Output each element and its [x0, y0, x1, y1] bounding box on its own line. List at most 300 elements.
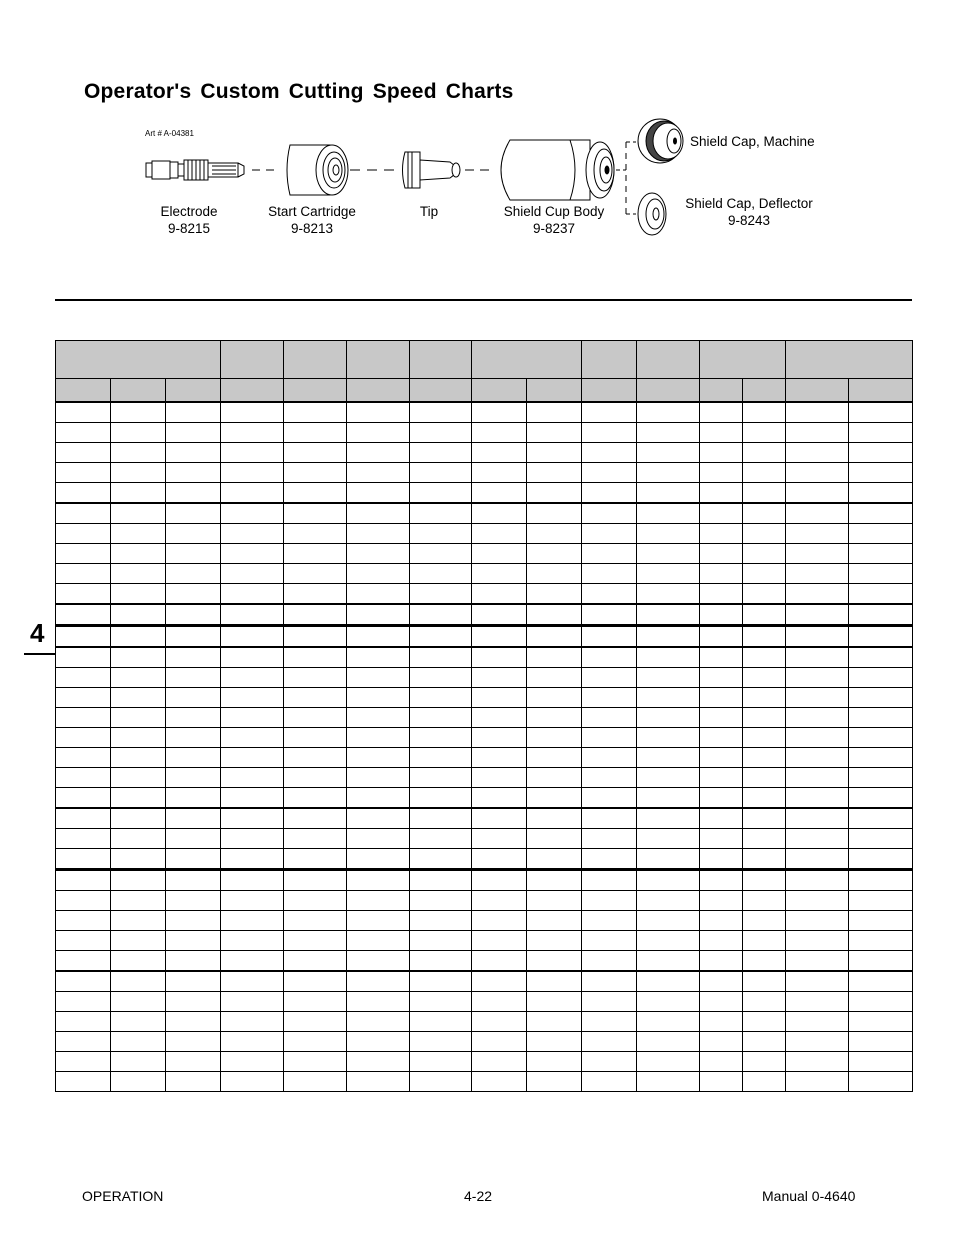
table-cell — [472, 971, 527, 992]
subheader-cell — [849, 379, 913, 403]
table-cell — [284, 911, 347, 931]
table-cell — [472, 768, 527, 788]
table-cell — [700, 768, 743, 788]
table-cell — [56, 647, 111, 668]
table-cell — [637, 584, 700, 605]
table-cell — [700, 503, 743, 524]
table-cell — [56, 423, 111, 443]
table-cell — [221, 748, 284, 768]
table-cell — [527, 626, 582, 648]
table-cell — [786, 1052, 849, 1072]
table-cell — [582, 483, 637, 504]
table-cell — [527, 647, 582, 668]
table-cell — [582, 463, 637, 483]
electrode-label — [148, 203, 230, 237]
table-cell — [410, 584, 472, 605]
table-cell — [637, 647, 700, 668]
table-cell — [166, 443, 221, 463]
table-cell — [637, 748, 700, 768]
table-row — [56, 1032, 913, 1052]
table-cell — [786, 604, 849, 626]
table-cell — [284, 647, 347, 668]
table-cell — [284, 829, 347, 849]
table-cell — [527, 604, 582, 626]
table-cell — [221, 708, 284, 728]
table-cell — [700, 891, 743, 911]
table-row — [56, 1052, 913, 1072]
table-cell — [56, 463, 111, 483]
table-cell — [410, 870, 472, 891]
table-cell — [743, 688, 786, 708]
table-cell — [56, 911, 111, 931]
table-cell — [410, 564, 472, 584]
table-cell — [347, 748, 410, 768]
table-cell — [527, 402, 582, 423]
table-cell — [700, 1072, 743, 1092]
table-cell — [527, 911, 582, 931]
table-cell — [743, 443, 786, 463]
table-cell — [221, 1052, 284, 1072]
table-cell — [786, 891, 849, 911]
table-cell — [111, 688, 166, 708]
table-cell — [637, 423, 700, 443]
table-cell — [347, 768, 410, 788]
table-cell — [849, 544, 913, 564]
table-cell — [472, 483, 527, 504]
table-cell — [221, 584, 284, 605]
table-cell — [111, 402, 166, 423]
table-cell — [56, 1012, 111, 1032]
table-cell — [472, 1072, 527, 1092]
table-cell — [221, 911, 284, 931]
table-cell — [786, 1032, 849, 1052]
table-cell — [582, 931, 637, 951]
table-cell — [166, 423, 221, 443]
table-cell — [410, 626, 472, 648]
table-cell — [347, 402, 410, 423]
table-cell — [166, 870, 221, 891]
table-cell — [786, 463, 849, 483]
table-cell — [527, 423, 582, 443]
table-cell — [410, 524, 472, 544]
table-cell — [472, 544, 527, 564]
table-cell — [849, 971, 913, 992]
table-cell — [111, 503, 166, 524]
table-cell — [849, 1072, 913, 1092]
table-cell — [221, 1012, 284, 1032]
table-cell — [111, 891, 166, 911]
table-cell — [527, 808, 582, 829]
table-cell — [284, 951, 347, 972]
table-cell — [786, 951, 849, 972]
subheader-cell — [786, 379, 849, 403]
table-cell — [582, 647, 637, 668]
table-cell — [111, 808, 166, 829]
table-cell — [700, 1052, 743, 1072]
table-cell — [284, 1052, 347, 1072]
table-cell — [472, 931, 527, 951]
table-cell — [743, 728, 786, 748]
table-cell — [700, 524, 743, 544]
shield-cap-deflector-name: Shield Cap, Deflector — [685, 196, 813, 211]
table-cell — [700, 992, 743, 1012]
table-cell — [637, 870, 700, 891]
table-cell — [347, 788, 410, 809]
table-cell — [472, 1032, 527, 1052]
table-cell — [472, 1052, 527, 1072]
table-cell — [166, 524, 221, 544]
table-cell — [582, 544, 637, 564]
subheader-cell — [111, 379, 166, 403]
table-cell — [472, 748, 527, 768]
table-cell — [472, 992, 527, 1012]
tip-drawing — [403, 152, 461, 188]
table-cell — [743, 891, 786, 911]
table-cell — [527, 971, 582, 992]
table-cell — [527, 891, 582, 911]
table-cell — [637, 1012, 700, 1032]
table-cell — [786, 402, 849, 423]
subheader-cell — [527, 379, 582, 403]
table-cell — [743, 626, 786, 648]
table-cell — [111, 564, 166, 584]
table-cell — [111, 483, 166, 504]
table-cell — [56, 1032, 111, 1052]
table-cell — [166, 1052, 221, 1072]
header-cell — [410, 341, 472, 379]
table-cell — [221, 992, 284, 1012]
table-cell — [743, 849, 786, 870]
table-cell — [700, 483, 743, 504]
shield-cap-deflector-drawing — [638, 193, 666, 235]
table-row — [56, 626, 913, 648]
footer-manual: Manual 0-4640 — [762, 1188, 856, 1204]
table-cell — [527, 503, 582, 524]
table-cell — [472, 891, 527, 911]
table-row — [56, 503, 913, 524]
table-cell — [166, 708, 221, 728]
table-cell — [637, 688, 700, 708]
table-cell — [111, 604, 166, 626]
table-cell — [347, 604, 410, 626]
table-cell — [786, 849, 849, 870]
table-cell — [410, 423, 472, 443]
table-cell — [527, 768, 582, 788]
table-cell — [743, 1032, 786, 1052]
table-row — [56, 971, 913, 992]
table-cell — [221, 402, 284, 423]
table-cell — [849, 443, 913, 463]
table-cell — [849, 1052, 913, 1072]
table-cell — [743, 483, 786, 504]
table-cell — [582, 891, 637, 911]
footer-page-number: 4-22 — [464, 1188, 493, 1204]
table-cell — [410, 463, 472, 483]
table-cell — [347, 544, 410, 564]
table-cell — [410, 544, 472, 564]
table-cell — [849, 423, 913, 443]
table-cell — [221, 423, 284, 443]
table-cell — [700, 626, 743, 648]
table-cell — [221, 931, 284, 951]
start-cartridge-number: 9-8213 — [290, 221, 334, 236]
table-cell — [786, 1012, 849, 1032]
shield-cap-machine-name: Shield Cap, Machine — [690, 134, 815, 149]
table-cell — [527, 1032, 582, 1052]
table-cell — [472, 604, 527, 626]
table-cell — [221, 668, 284, 688]
table-cell — [56, 870, 111, 891]
table-cell — [637, 808, 700, 829]
table-cell — [410, 808, 472, 829]
table-cell — [700, 402, 743, 423]
table-cell — [347, 1032, 410, 1052]
table-cell — [786, 688, 849, 708]
tip-name: Tip — [419, 204, 439, 219]
table-cell — [221, 564, 284, 584]
table-row — [56, 564, 913, 584]
table-cell — [786, 911, 849, 931]
table-row — [56, 931, 913, 951]
table-cell — [472, 849, 527, 870]
table-cell — [527, 443, 582, 463]
table-row — [56, 808, 913, 829]
table-cell — [284, 564, 347, 584]
table-cell — [743, 564, 786, 584]
table-cell — [166, 971, 221, 992]
table-cell — [166, 1032, 221, 1052]
table-cell — [56, 708, 111, 728]
table-cell — [743, 911, 786, 931]
table-cell — [410, 971, 472, 992]
table-cell — [700, 849, 743, 870]
table-cell — [786, 728, 849, 748]
table-row — [56, 891, 913, 911]
table-cell — [637, 849, 700, 870]
table-cell — [221, 544, 284, 564]
table-cell — [849, 911, 913, 931]
table-cell — [743, 463, 786, 483]
table-cell — [56, 503, 111, 524]
table-cell — [527, 1072, 582, 1092]
table-cell — [347, 829, 410, 849]
table-cell — [527, 829, 582, 849]
table-cell — [472, 788, 527, 809]
table-cell — [700, 443, 743, 463]
table-cell — [111, 728, 166, 748]
table-cell — [743, 829, 786, 849]
table-cell — [527, 1012, 582, 1032]
table-cell — [786, 788, 849, 809]
table-cell — [700, 423, 743, 443]
table-cell — [527, 708, 582, 728]
table-cell — [56, 951, 111, 972]
table-cell — [166, 911, 221, 931]
table-cell — [166, 1012, 221, 1032]
table-cell — [849, 564, 913, 584]
table-cell — [786, 483, 849, 504]
table-row — [56, 688, 913, 708]
table-cell — [472, 708, 527, 728]
table-cell — [111, 951, 166, 972]
table-cell — [527, 544, 582, 564]
table-cell — [786, 768, 849, 788]
table-cell — [56, 808, 111, 829]
table-cell — [849, 1032, 913, 1052]
table-cell — [284, 503, 347, 524]
table-cell — [700, 808, 743, 829]
table-row — [56, 788, 913, 809]
table-cell — [582, 829, 637, 849]
table-cell — [410, 992, 472, 1012]
table-cell — [56, 604, 111, 626]
table-cell — [786, 829, 849, 849]
table-cell — [410, 931, 472, 951]
table-cell — [582, 708, 637, 728]
table-cell — [221, 971, 284, 992]
table-cell — [700, 931, 743, 951]
table-cell — [347, 992, 410, 1012]
header-cell — [56, 341, 221, 379]
table-row — [56, 870, 913, 891]
table-cell — [56, 564, 111, 584]
table-cell — [111, 524, 166, 544]
table-cell — [221, 808, 284, 829]
table-cell — [786, 870, 849, 891]
table-cell — [56, 971, 111, 992]
table-cell — [743, 992, 786, 1012]
table-cell — [582, 503, 637, 524]
table-cell — [700, 870, 743, 891]
table-cell — [472, 626, 527, 648]
table-cell — [410, 748, 472, 768]
table-cell — [527, 524, 582, 544]
table-cell — [410, 1012, 472, 1032]
table-cell — [111, 647, 166, 668]
table-cell — [637, 768, 700, 788]
table-cell — [284, 483, 347, 504]
table-cell — [582, 1052, 637, 1072]
table-cell — [582, 1072, 637, 1092]
table-cell — [849, 891, 913, 911]
table-cell — [849, 768, 913, 788]
table-cell — [786, 971, 849, 992]
table-cell — [637, 931, 700, 951]
table-cell — [111, 544, 166, 564]
table-cell — [849, 808, 913, 829]
table-cell — [410, 891, 472, 911]
page-title: Operator's Custom Cutting Speed Charts — [84, 80, 514, 103]
table-cell — [347, 463, 410, 483]
table-cell — [582, 748, 637, 768]
table-cell — [166, 1072, 221, 1092]
table-cell — [347, 931, 410, 951]
table-cell — [582, 992, 637, 1012]
table-cell — [637, 708, 700, 728]
table-cell — [743, 524, 786, 544]
table-cell — [582, 524, 637, 544]
table-cell — [284, 423, 347, 443]
table-cell — [637, 604, 700, 626]
header-cell — [700, 341, 786, 379]
table-cell — [472, 668, 527, 688]
table-cell — [743, 604, 786, 626]
table-cell — [166, 584, 221, 605]
table-cell — [166, 483, 221, 504]
table-cell — [849, 849, 913, 870]
table-cell — [284, 992, 347, 1012]
table-cell — [347, 626, 410, 648]
subheader-cell — [472, 379, 527, 403]
table-cell — [221, 829, 284, 849]
header-cell — [221, 341, 284, 379]
table-cell — [221, 688, 284, 708]
table-cell — [786, 584, 849, 605]
table-cell — [700, 911, 743, 931]
table-cell — [743, 808, 786, 829]
table-cell — [111, 443, 166, 463]
table-cell — [284, 849, 347, 870]
table-cell — [56, 544, 111, 564]
table-cell — [786, 564, 849, 584]
table-cell — [284, 688, 347, 708]
table-cell — [166, 829, 221, 849]
table-cell — [582, 870, 637, 891]
table-cell — [743, 931, 786, 951]
section-divider — [55, 299, 912, 301]
table-cell — [166, 402, 221, 423]
table-row — [56, 647, 913, 668]
table-cell — [166, 891, 221, 911]
table-cell — [347, 503, 410, 524]
table-cell — [410, 503, 472, 524]
table-cell — [786, 647, 849, 668]
subheader-cell — [221, 379, 284, 403]
cutting-speed-table — [55, 340, 913, 1092]
table-cell — [849, 688, 913, 708]
table-cell — [849, 483, 913, 504]
table-cell — [637, 544, 700, 564]
table-cell — [700, 1012, 743, 1032]
header-cell — [582, 341, 637, 379]
table-cell — [743, 1072, 786, 1092]
table-cell — [582, 668, 637, 688]
table-cell — [347, 584, 410, 605]
table-cell — [472, 870, 527, 891]
table-cell — [56, 931, 111, 951]
table-cell — [527, 1052, 582, 1072]
table-cell — [472, 443, 527, 463]
table-cell — [410, 911, 472, 931]
tip-label — [409, 203, 449, 220]
table-cell — [637, 971, 700, 992]
table-cell — [700, 668, 743, 688]
table-cell — [849, 728, 913, 748]
table-cell — [527, 668, 582, 688]
table-cell — [527, 728, 582, 748]
table-cell — [410, 728, 472, 748]
table-cell — [743, 423, 786, 443]
table-cell — [347, 1072, 410, 1092]
table-cell — [849, 1012, 913, 1032]
table-cell — [166, 728, 221, 748]
subheader-cell — [166, 379, 221, 403]
table-cell — [111, 668, 166, 688]
table-cell — [786, 423, 849, 443]
table-cell — [786, 544, 849, 564]
shield-cap-deflector-label — [680, 195, 818, 229]
table-cell — [221, 891, 284, 911]
